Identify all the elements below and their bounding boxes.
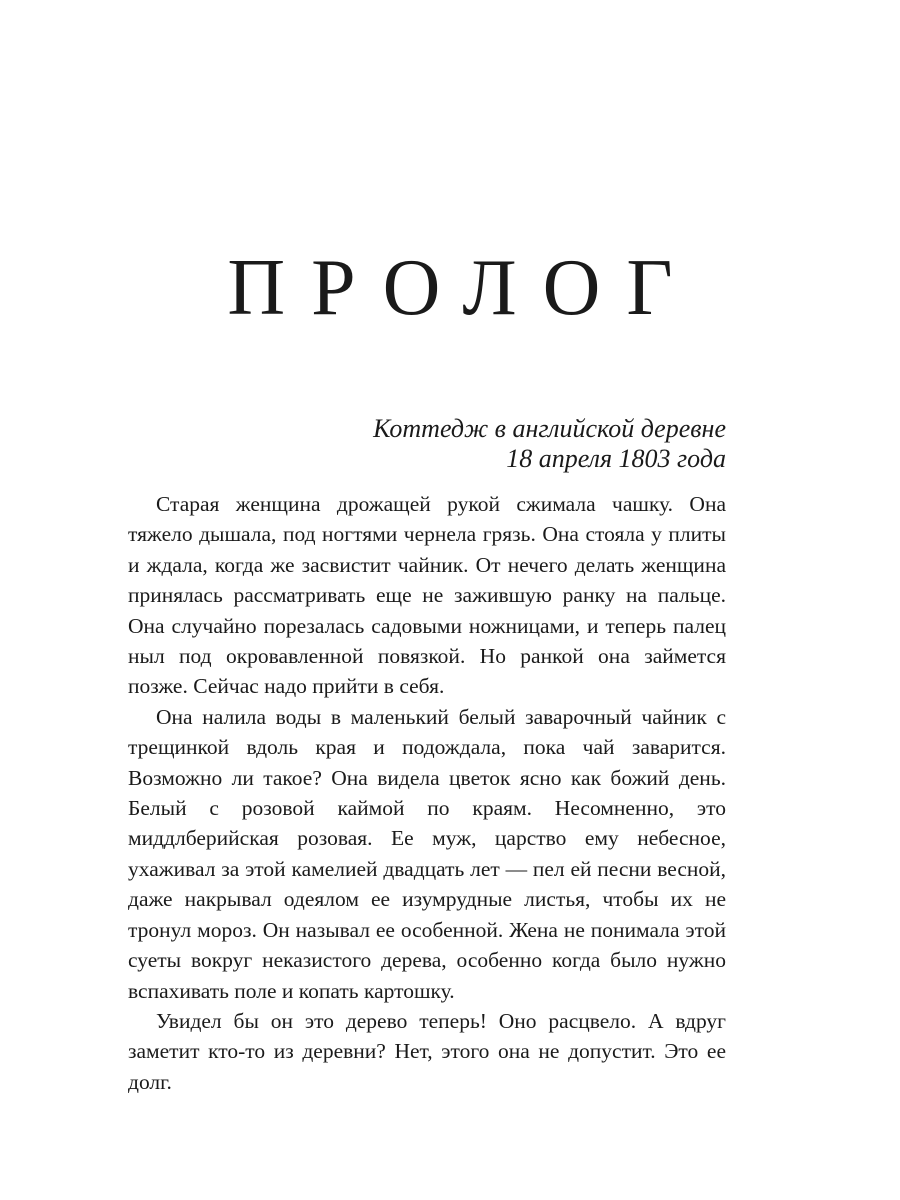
epigraph-place: Коттедж в английской деревне: [373, 414, 726, 443]
body-text: [128, 489, 726, 1097]
paragraph: Увидел бы он это дерево теперь! Оно расцвело. А вдруг заметит кто-то из деревни? Нет, этого она не допустит. Это ее долг.: [128, 1008, 726, 1094]
chapter-title: ПРОЛОГ: [227, 244, 699, 332]
epigraph-date: 18 апреля 1803 года: [506, 444, 726, 473]
epigraph: [373, 414, 726, 474]
paragraph: Старая женщина дрожащей рукой сжимала чашку. Она тяжело дышала, под ногтями чернела грязь. Она стояла у плиты и ждала, когда же засвистит чайник. От нечего делать женщина принялась рассматривать еще не зажившую ранку на пальце. Она случайно порезалась садовыми ножницами, и теперь палец ныл под окровавленной повязкой. Но ранкой она займется позже. Сейчас надо прийти в себя.: [128, 492, 726, 699]
paragraph: Она налила воды в маленький белый заварочный чайник с трещинкой вдоль края и подождала, пока чай заварится. Возможно ли такое? Она видела цветок ясно как божий день. Белый с розовой каймой по краям. Несомненно, это миддлберийская розовая. Ее муж, царство ему небесное, ухаживал за этой камелией двадцать лет — пел ей песни весной, даже накрывал одеялом ее изумрудные листья, чтобы их не тронул мороз. Он называл ее особенной. Жена не понимала этой суеты вокруг неказистого дерева, особенно когда было нужно вспахивать поле и копать картошку.: [128, 704, 726, 1003]
